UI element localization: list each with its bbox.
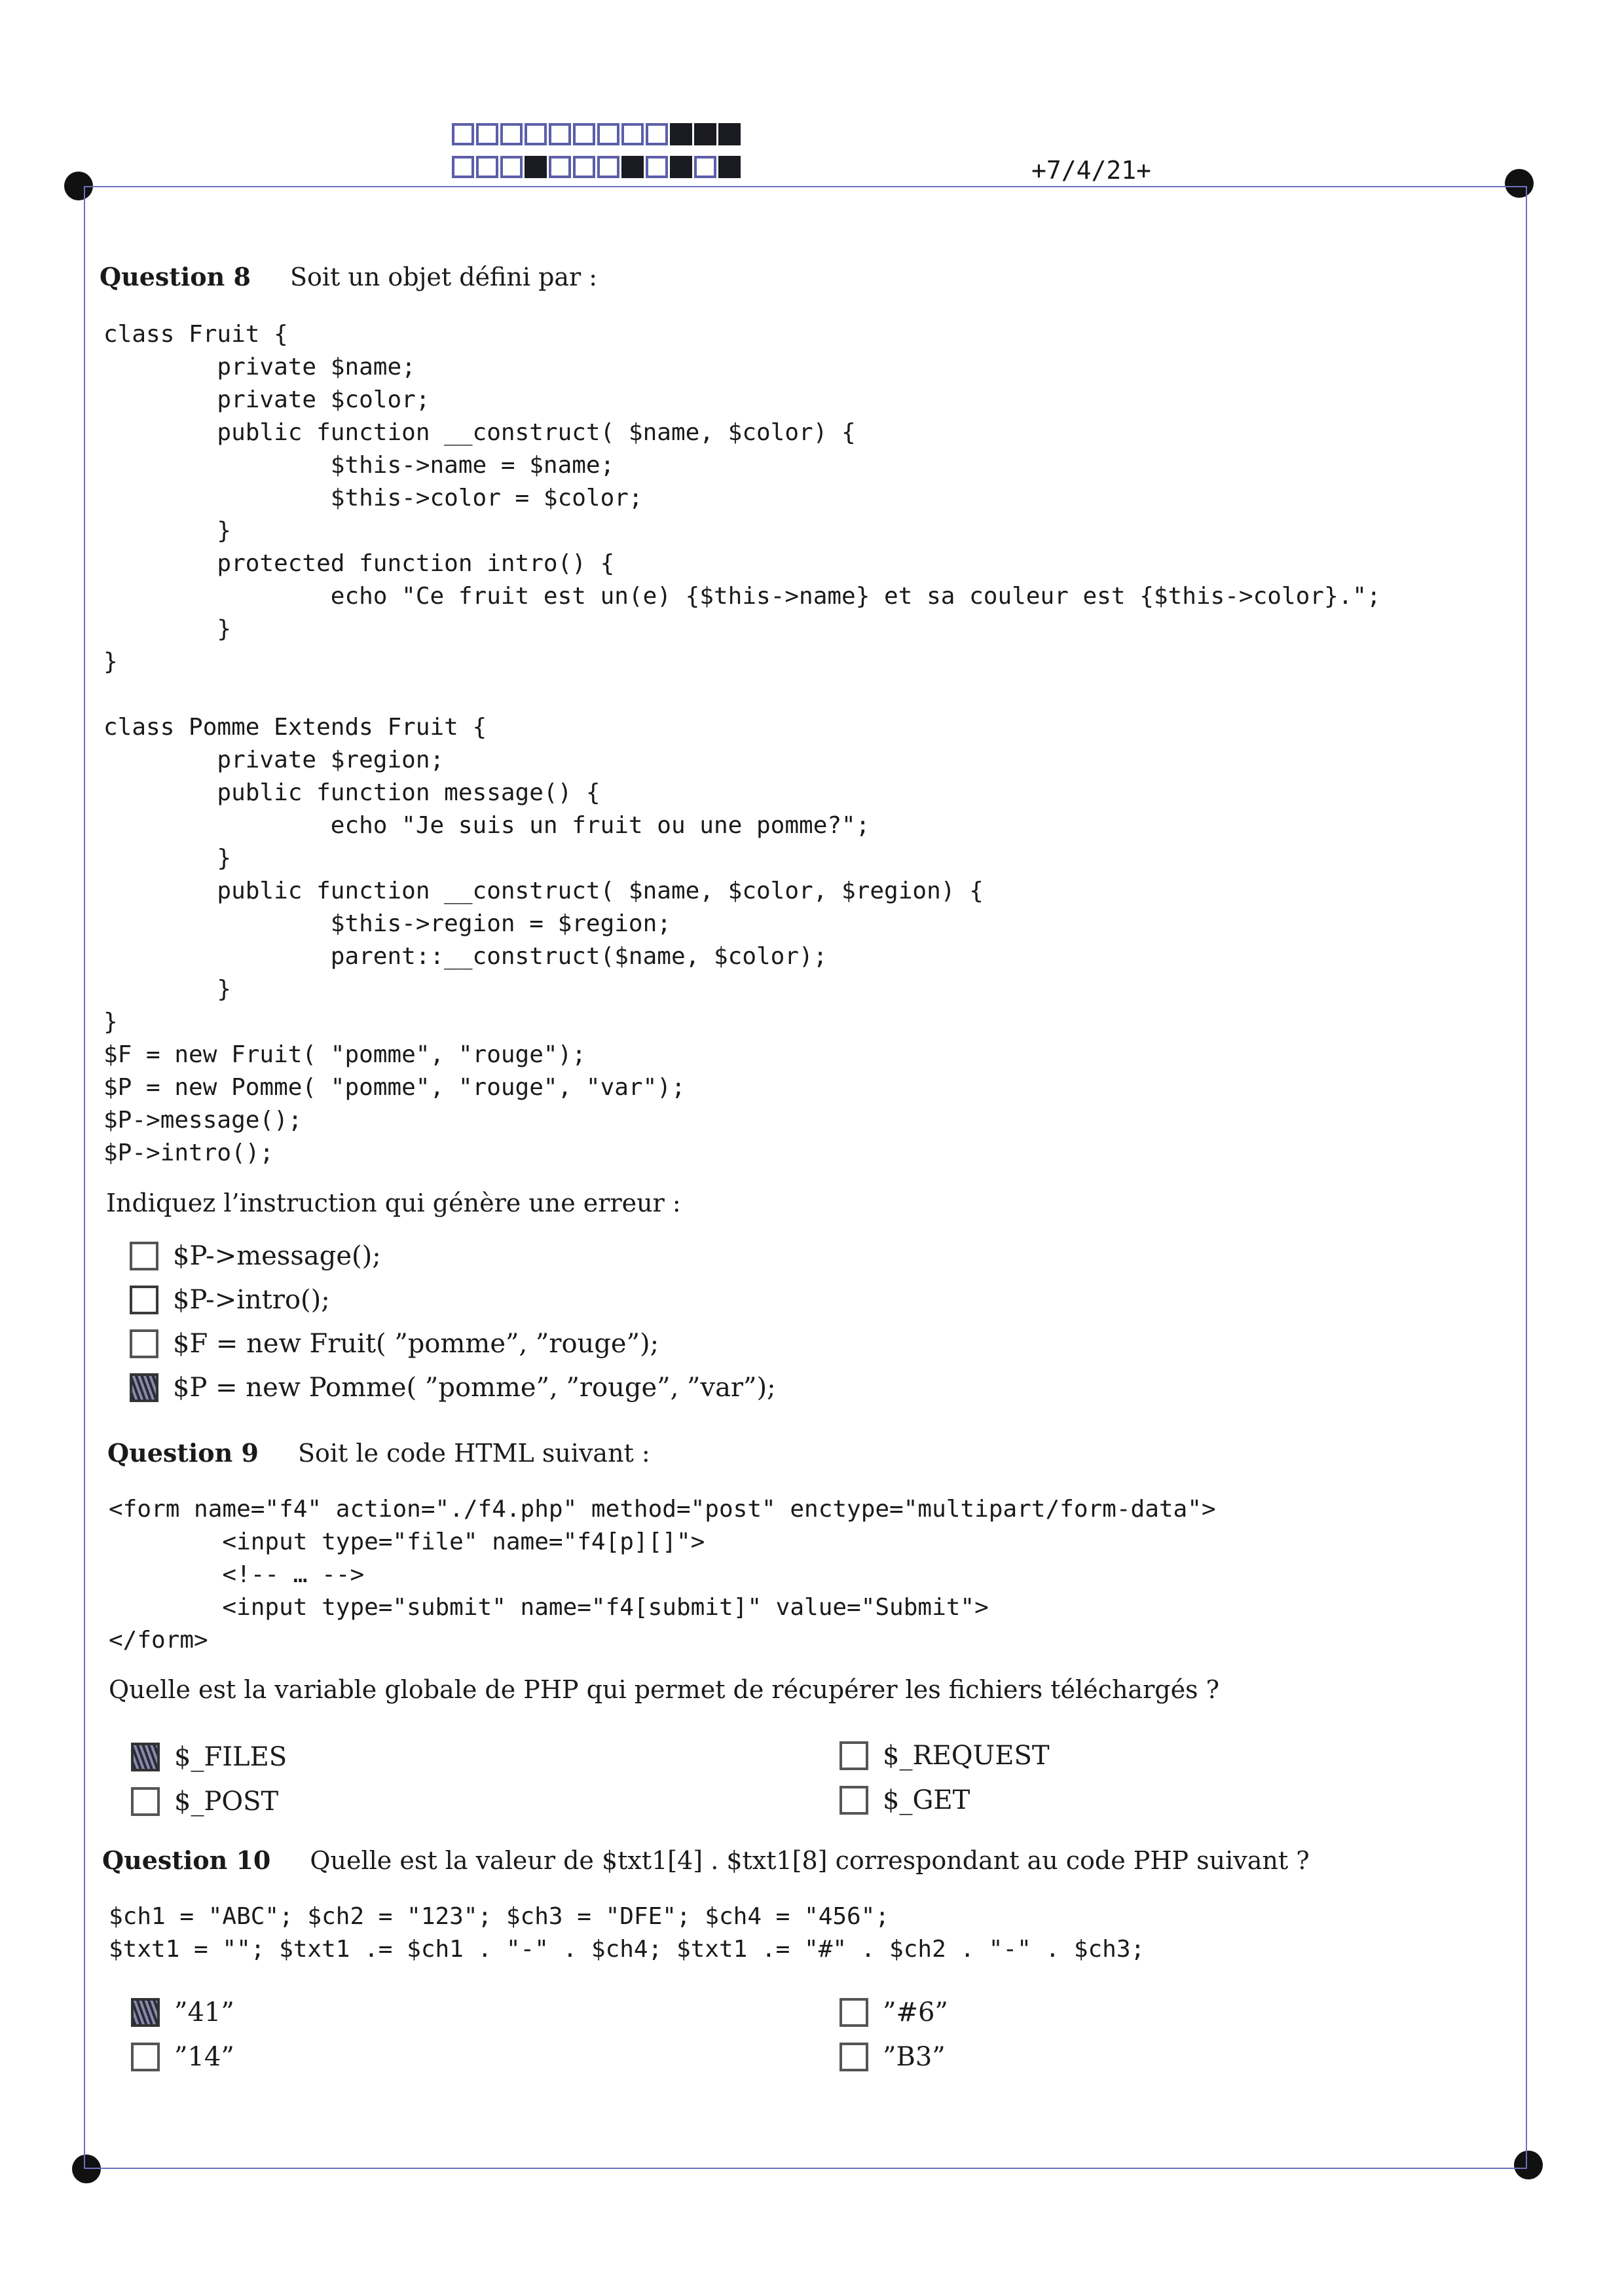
- bit-box-empty: [452, 156, 474, 178]
- option-label: $F = new Fruit( ”pomme”, ”rouge”);: [173, 1329, 659, 1359]
- option-label: $P = new Pomme( ”pomme”, ”rouge”, ”var”);: [173, 1373, 776, 1403]
- checkbox-checked[interactable]: [130, 1373, 158, 1402]
- bit-box-empty: [621, 123, 644, 145]
- option-label: ”14”: [174, 2042, 234, 2072]
- bit-box-empty: [452, 123, 474, 145]
- bit-box-filled: [525, 156, 547, 178]
- question-8-option-1[interactable]: [130, 1241, 381, 1271]
- checkbox[interactable]: [840, 1998, 868, 2027]
- bit-box-filled: [621, 156, 644, 178]
- bit-box-empty: [476, 156, 498, 178]
- checkbox[interactable]: [131, 1787, 160, 1816]
- bit-box-filled: [718, 156, 741, 178]
- checkbox[interactable]: [130, 1329, 158, 1358]
- option-label: ”#6”: [883, 1997, 948, 2028]
- bit-box-filled: [670, 156, 692, 178]
- question-8-heading: [100, 262, 597, 291]
- question-8-prompt: Indiquez l’instruction qui génère une erreur :: [106, 1189, 681, 1217]
- question-8-code: class Fruit { private $name; private $color; public function __construct( $name, $color) { $this->name = $name; $this->color = $color; } protected function intro() { echo "Ce fruit est un(e) {$this->name} et sa couleur est {$this->color}."; } } class Pomme Extends Fruit { private $region; public function message() { echo "Je suis un fruit ou une pomme?"; } public function __construct( $name, $color, $region) { $this->region = $region; parent::__construct($name, $color); } } $F = new Fruit( "pomme", "rouge"); $P = new Pomme( "pomme", "rouge", "var"); $P->message(); $P->intro();: [103, 321, 1381, 1166]
- question-8-option-4[interactable]: [130, 1373, 776, 1403]
- question-10-heading: [102, 1845, 1310, 1875]
- option-label: ”41”: [174, 1997, 234, 2028]
- bit-box-empty: [646, 123, 668, 145]
- question-10-text: Quelle est la valeur de $txt1[4] . $txt1[8] correspondant au code PHP suivant ?: [310, 1846, 1310, 1875]
- bit-box-empty: [573, 123, 595, 145]
- question-10-option-2[interactable]: [131, 2042, 234, 2072]
- checkbox[interactable]: [131, 2043, 160, 2071]
- checkbox[interactable]: [130, 1242, 158, 1270]
- option-label: $_GET: [883, 1785, 970, 1815]
- question-9-prompt: Quelle est la variable globale de PHP qui permet de récupérer les fichiers téléchargés ?: [109, 1675, 1220, 1704]
- option-label: $_REQUEST: [883, 1741, 1050, 1771]
- bit-code-row-2: [452, 156, 743, 178]
- question-9-text: Soit le code HTML suivant :: [297, 1439, 650, 1468]
- option-label: $_POST: [174, 1787, 279, 1817]
- question-9-option-3[interactable]: [840, 1741, 1050, 1771]
- bit-box-empty: [646, 156, 668, 178]
- option-label: $P->message();: [173, 1241, 381, 1271]
- checkbox-checked[interactable]: [131, 1743, 160, 1771]
- question-10-label: Question 10: [102, 1845, 271, 1875]
- question-9-label: Question 9: [107, 1438, 259, 1468]
- question-9-option-2[interactable]: [131, 1787, 278, 1817]
- bit-box-empty: [500, 123, 523, 145]
- checkbox[interactable]: [130, 1286, 158, 1314]
- bit-box-filled: [670, 123, 692, 145]
- checkbox[interactable]: [840, 1786, 868, 1815]
- question-8-option-2[interactable]: [130, 1285, 330, 1315]
- bit-box-empty: [597, 123, 619, 145]
- option-label: $_FILES: [174, 1742, 287, 1772]
- checkbox[interactable]: [840, 2043, 868, 2071]
- question-9-code: <form name="f4" action="./f4.php" method="post" enctype="multipart/form-data"> <input type="file" name="f4[p][]"> <!-- … --> <input type="submit" name="f4[submit]" value="Submit"> </form>: [109, 1496, 1216, 1654]
- question-8-option-3[interactable]: [130, 1329, 659, 1359]
- question-8-label: Question 8: [100, 262, 251, 291]
- checkbox-checked[interactable]: [131, 1998, 160, 2027]
- bit-box-empty: [500, 156, 523, 178]
- question-9-option-4[interactable]: [840, 1785, 970, 1815]
- checkbox[interactable]: [840, 1741, 868, 1770]
- bit-box-empty: [694, 156, 716, 178]
- question-10-option-1[interactable]: [131, 1997, 234, 2028]
- bit-box-empty: [549, 123, 571, 145]
- option-label: ”B3”: [883, 2042, 946, 2072]
- question-9-option-1[interactable]: [131, 1742, 287, 1772]
- bit-box-empty: [597, 156, 619, 178]
- page-date: +7/4/21+: [1031, 156, 1152, 185]
- bit-box-filled: [718, 123, 741, 145]
- bit-box-empty: [525, 123, 547, 145]
- question-9-heading: [107, 1438, 650, 1468]
- bit-box-empty: [573, 156, 595, 178]
- bit-box-empty: [476, 123, 498, 145]
- bit-code-row-1: [452, 123, 743, 145]
- question-8-text: Soit un objet défini par :: [289, 263, 598, 291]
- question-10-code: $ch1 = "ABC"; $ch2 = "123"; $ch3 = "DFE"; $ch4 = "456"; $txt1 = ""; $txt1 .= $ch1 . "-" . $ch4; $txt1 .= "#" . $ch2 . "-" . $ch3;: [109, 1903, 1145, 1963]
- bit-box-filled: [694, 123, 716, 145]
- bit-box-empty: [549, 156, 571, 178]
- question-10-option-4[interactable]: [840, 2042, 946, 2072]
- question-10-option-3[interactable]: [840, 1997, 948, 2028]
- option-label: $P->intro();: [173, 1285, 330, 1315]
